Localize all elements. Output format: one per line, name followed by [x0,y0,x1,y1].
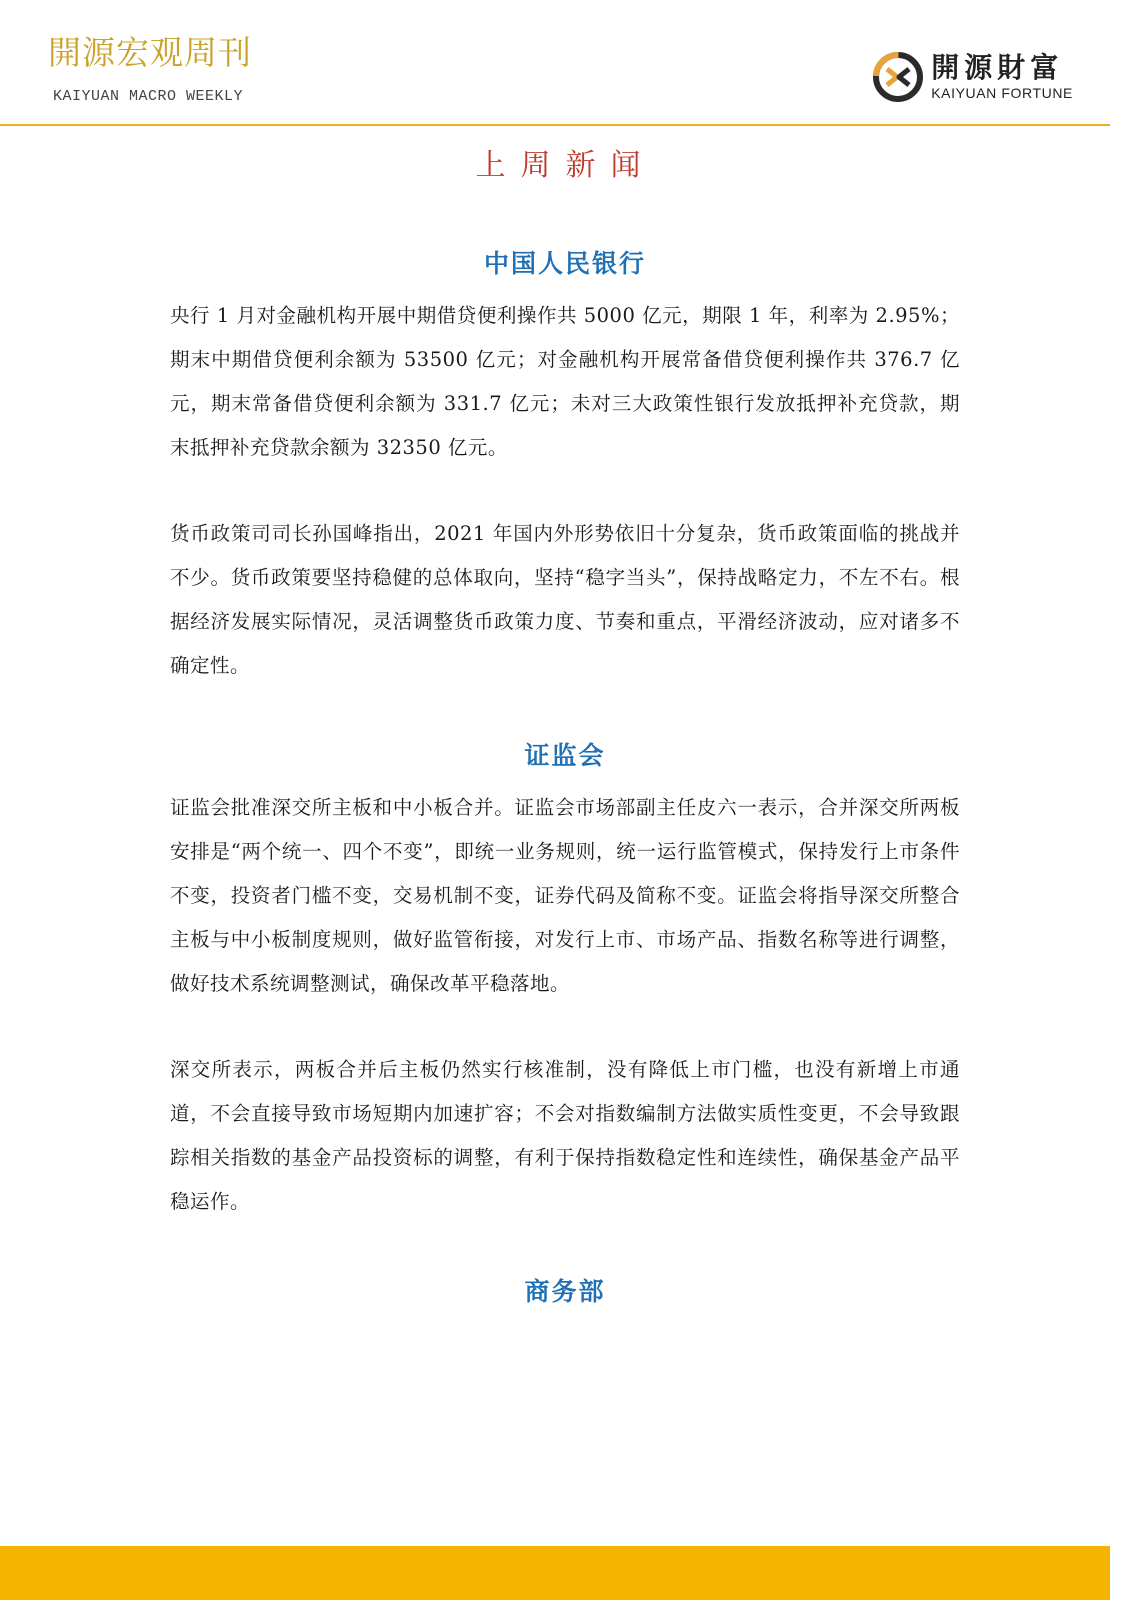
section-heading: 证监会 [524,741,606,770]
news-paragraph: 证监会批准深交所主板和中小板合并。证监会市场部副主任皮六一表示，合并深交所两板安排是“两个统一、四个不变”，即统一业务规则，统一运行监管模式，保持发行上市条件不变，投资者门槛不变，交易机制不变，证券代码及简称不变。证监会将指导深交所整合主板与中小板制度规则，做好监管衔接，对发行上市、市场产品、指数名称等进行调整，做好技术系统调整测试，确保改革平稳落地。 [170,796,960,995]
header-divider [0,124,1110,126]
publication-title: 開源宏观周刊 [48,33,252,72]
publication-subtitle: KAIYUAN MACRO WEEKLY [53,88,244,105]
page-title: 上周新闻 [475,148,656,183]
news-content [170,246,960,1310]
footer-bar [0,1546,1110,1600]
news-paragraph: 货币政策司司长孙国峰指出，2021 年国内外形势依旧十分复杂，货币政策面临的挑战并不少。货币政策要坚持稳健的总体取向，坚持“稳字当头”，保持战略定力，不左不右。根据经济发展实际情况，灵活调整货币政策力度、节奏和重点，平滑经济波动，应对诸多不确定性。 [170,522,960,677]
news-section-csrc [170,738,960,1224]
section-heading: 商务部 [524,1277,606,1306]
news-paragraph: 深交所表示，两板合并后主板仍然实行核准制，没有降低上市门槛，也没有新增上市通道，不会直接导致市场短期内加速扩容；不会对指数编制方法做实质性变更，不会导致跟踪相关指数的基金产品投资标的调整，有利于保持指数稳定性和连续性，确保基金产品平稳运作。 [170,1058,960,1213]
kaiyuan-logo-icon [873,52,923,102]
brand-name-en: KAIYUAN FORTUNE [931,85,1073,102]
news-section-pboc [170,246,960,688]
page-header [0,0,1131,128]
news-section-mofcom [170,1274,960,1310]
news-paragraph: 央行 1 月对金融机构开展中期借贷便利操作共 5000 亿元，期限 1 年，利率为 2.95%；期末中期借贷便利余额为 53500 亿元；对金融机构开展常备借贷便利操作共 376.7 亿元，期末常备借贷便利余额为 331.7 亿元；未对三大政策性银行发放抵押补充贷款，期末抵押补充贷款余额为 32350 亿元。 [170,304,960,459]
brand-name-cn: 開源財富 [931,50,1064,84]
brand-text [931,50,1073,102]
brand-logo-block [873,50,1073,104]
section-heading: 中国人民银行 [483,249,646,278]
